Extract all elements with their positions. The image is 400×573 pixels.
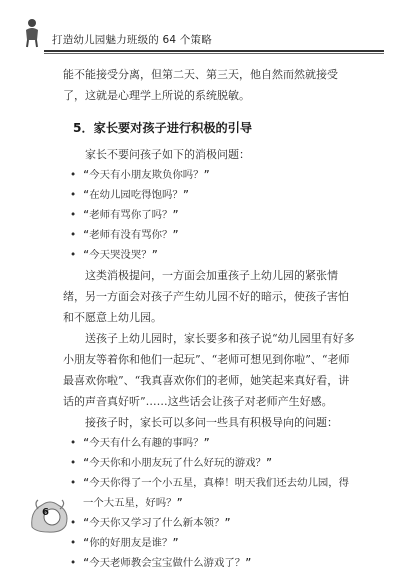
list-item: • “今天老师教会宝宝做什么游戏了？” bbox=[63, 553, 358, 573]
list-item: • “老师有骂你了吗？” bbox=[63, 205, 358, 225]
header-rule bbox=[44, 50, 384, 52]
list-item: • “今天哭没哭？” bbox=[63, 245, 358, 265]
list-item: • “今天你得了一个小五星，真棒！明天我们还去幼儿园，得一个大五星，好吗？” bbox=[63, 473, 358, 513]
list-item: • “今天有小朋友欺负你吗？” bbox=[63, 165, 358, 185]
page-badge-icon bbox=[28, 497, 72, 535]
page-body bbox=[63, 64, 358, 573]
list-item: • “在幼儿园吃得饱吗？” bbox=[63, 185, 358, 205]
bullet-icon: • bbox=[70, 229, 77, 241]
bullet-icon: • bbox=[70, 557, 77, 569]
paragraph-drop-off-advice: 送孩子上幼儿园时，家长要多和孩子说“幼儿园里有好多小朋友等着你和他们一起玩”、“老师可想见到你啦”、“老师最喜欢你啦”、“我真喜欢你们的老师，她笑起来真好看，讲话的声音真好听”……这些话会让孩子对老师产生好感。 bbox=[63, 332, 355, 408]
bullet-icon: • bbox=[70, 477, 77, 489]
header-rule-thin bbox=[44, 53, 384, 54]
list-item: • “老师有没有骂你？” bbox=[63, 225, 358, 245]
bullet-icon: • bbox=[70, 537, 77, 549]
bullet-icon: • bbox=[70, 249, 77, 261]
page-number: 6 bbox=[42, 507, 49, 518]
list-item: • “今天有什么有趣的事吗？” bbox=[63, 433, 358, 453]
negative-question-list bbox=[63, 165, 358, 265]
bullet-icon: • bbox=[70, 517, 77, 529]
section-title: 5．家长要对孩子进行积极的引导 bbox=[73, 121, 253, 135]
bullet-icon: • bbox=[70, 209, 77, 221]
paragraph-intro-positive: 接孩子时，家长可以多问一些具有积极导向的问题： bbox=[85, 416, 338, 429]
bullet-icon: • bbox=[70, 189, 77, 201]
child-figure-icon bbox=[22, 18, 42, 48]
paragraph-intro-negative: 家长不要问孩子如下的消极问题： bbox=[85, 148, 250, 161]
paragraph-negative-effect: 这类消极提问，一方面会加重孩子上幼儿园的紧张情绪，另一方面会对孩子产生幼儿园不好的暗示，使孩子害怕和不愿意上幼儿园。 bbox=[63, 269, 349, 324]
bullet-icon: • bbox=[70, 169, 77, 181]
bullet-icon: • bbox=[70, 437, 77, 449]
header-title: 打造幼儿园魅力班级的 64 个策略 bbox=[52, 34, 212, 46]
paragraph-continuation: 能不能接受分离，但第二天、第三天，他自然而然就接受了，这就是心理学上所说的系统脱敏。 bbox=[63, 68, 338, 102]
list-item: • “今天你和小朋友玩了什么好玩的游戏？” bbox=[63, 453, 358, 473]
bullet-icon: • bbox=[70, 457, 77, 469]
page-header bbox=[18, 6, 384, 52]
list-item: • “今天你又学习了什么新本领？” bbox=[63, 513, 358, 533]
list-item: • “你的好朋友是谁？” bbox=[63, 533, 358, 553]
positive-question-list bbox=[63, 433, 358, 573]
